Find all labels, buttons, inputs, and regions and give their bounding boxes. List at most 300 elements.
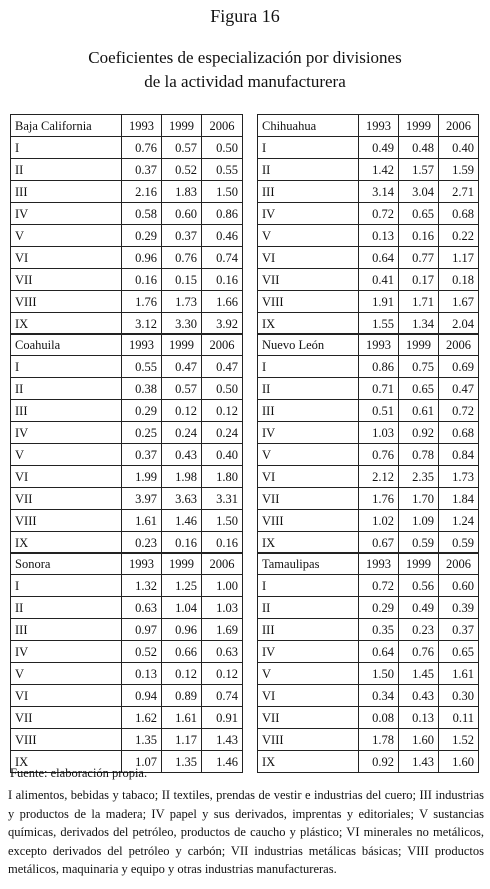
coefficient-cell: 1.50 (359, 663, 399, 685)
coefficient-cell: 0.17 (399, 269, 439, 291)
coefficient-cell: 0.34 (359, 685, 399, 707)
table-row (258, 313, 479, 335)
coefficient-cell: 0.77 (399, 247, 439, 269)
coefficient-cell: 0.37 (162, 225, 202, 247)
coefficient-cell: 0.57 (162, 378, 202, 400)
coefficient-cell: 2.35 (399, 466, 439, 488)
coefficient-cell: 0.47 (202, 356, 243, 378)
coefficient-cell: 1.78 (359, 729, 399, 751)
state-name: Nuevo León (258, 334, 359, 356)
table-row (258, 444, 479, 466)
coefficient-cell: 1.59 (439, 159, 479, 181)
coefficient-cell: 0.96 (162, 619, 202, 641)
division-label: I (258, 137, 359, 159)
coefficient-cell: 1.35 (122, 729, 162, 751)
division-label: VIII (11, 291, 122, 313)
coefficient-cell: 3.63 (162, 488, 202, 510)
division-label: VIII (258, 729, 359, 751)
division-label: VI (11, 685, 122, 707)
division-label: VII (11, 488, 122, 510)
division-label: VIII (11, 729, 122, 751)
coefficient-cell: 1.91 (359, 291, 399, 313)
coefficient-cell: 0.76 (399, 641, 439, 663)
coefficient-cell: 0.30 (439, 685, 479, 707)
coefficient-cell: 0.57 (162, 137, 202, 159)
state-name: Chihuahua (258, 115, 359, 137)
coefficient-cell: 0.50 (202, 137, 243, 159)
year-header: 1999 (399, 553, 439, 575)
year-header: 1993 (122, 115, 162, 137)
coefficient-cell: 2.04 (439, 313, 479, 335)
coefficient-cell: 0.25 (122, 422, 162, 444)
coefficient-cell: 0.55 (122, 356, 162, 378)
division-label: IV (11, 203, 122, 225)
table-row (11, 707, 243, 729)
coefficient-cell: 1.60 (439, 751, 479, 773)
coefficient-cell: 1.35 (162, 751, 202, 773)
table-row (258, 247, 479, 269)
year-header: 2006 (202, 115, 243, 137)
table-row (258, 751, 479, 773)
coefficient-cell: 0.37 (439, 619, 479, 641)
coefficient-cell: 0.16 (399, 225, 439, 247)
division-label: I (258, 356, 359, 378)
table-row (258, 575, 479, 597)
coefficient-cell: 0.86 (359, 356, 399, 378)
table-row (258, 729, 479, 751)
coefficient-cell: 0.60 (439, 575, 479, 597)
year-header: 2006 (202, 334, 243, 356)
division-label: I (11, 575, 122, 597)
coefficient-cell: 3.12 (122, 313, 162, 335)
year-header: 1999 (162, 334, 202, 356)
coefficient-cell: 3.31 (202, 488, 243, 510)
table-row (11, 663, 243, 685)
table-row (11, 575, 243, 597)
coefficient-cell: 0.89 (162, 685, 202, 707)
coefficient-cell: 0.37 (122, 444, 162, 466)
coefficient-cell: 0.84 (439, 444, 479, 466)
coefficient-cell: 1.73 (439, 466, 479, 488)
division-label: IV (11, 422, 122, 444)
coefficient-cell: 0.56 (399, 575, 439, 597)
coefficient-cell: 0.47 (439, 378, 479, 400)
division-label: I (11, 137, 122, 159)
division-label: V (258, 225, 359, 247)
division-notes: I alimentos, bebidas y tabaco; II textiles, prendas de vestir e industrias del cuero; III industrias y productos de la madera; IV papel y sus derivados, imprentas y editoriales; V sustancias químicas, derivados del petróleo, productos de caucho y plástico; VI minerales no metálicos, excepto derivados del petróleo y carbón; VII industrias metálicas básicas; VIII productos metálicos, maquinaria y equipo y otras industrias manufactureras. (8, 788, 484, 876)
coefficient-cell: 1.09 (399, 510, 439, 532)
year-header: 1999 (399, 334, 439, 356)
division-label: VII (258, 488, 359, 510)
coefficient-cell: 1.52 (439, 729, 479, 751)
division-label: V (258, 444, 359, 466)
year-header: 1993 (359, 115, 399, 137)
table-row (258, 707, 479, 729)
coefficient-cell: 0.12 (202, 663, 243, 685)
coefficient-cell: 0.18 (439, 269, 479, 291)
coefficient-cell: 0.65 (399, 203, 439, 225)
division-label: IX (258, 532, 359, 554)
table-row (11, 510, 243, 532)
table-coahuila (10, 333, 243, 554)
coefficient-cell: 0.13 (359, 225, 399, 247)
division-label: VI (11, 247, 122, 269)
coefficient-cell: 0.60 (162, 203, 202, 225)
table-row (258, 225, 479, 247)
table-row (11, 181, 243, 203)
table-row (258, 137, 479, 159)
coefficient-cell: 0.43 (162, 444, 202, 466)
coefficient-cell: 0.46 (202, 225, 243, 247)
table-row (11, 466, 243, 488)
coefficient-cell: 3.92 (202, 313, 243, 335)
coefficient-cell: 2.71 (439, 181, 479, 203)
coefficient-cell: 0.16 (202, 269, 243, 291)
coefficient-cell: 0.72 (359, 575, 399, 597)
table-row (258, 663, 479, 685)
table-row (11, 641, 243, 663)
table-row (258, 641, 479, 663)
coefficient-cell: 0.35 (359, 619, 399, 641)
table-row (11, 400, 243, 422)
year-header: 1999 (399, 115, 439, 137)
table-row (258, 685, 479, 707)
coefficient-cell: 0.92 (359, 751, 399, 773)
table-chihuahua (257, 114, 479, 335)
division-label: VII (258, 707, 359, 729)
table-row (11, 685, 243, 707)
division-label: VII (11, 707, 122, 729)
division-label: VI (11, 466, 122, 488)
coefficient-cell: 0.16 (122, 269, 162, 291)
coefficient-cell: 0.29 (359, 597, 399, 619)
coefficient-cell: 0.16 (162, 532, 202, 554)
coefficient-cell: 0.41 (359, 269, 399, 291)
coefficient-cell: 1.43 (202, 729, 243, 751)
coefficient-cell: 0.52 (122, 641, 162, 663)
coefficient-cell: 1.43 (399, 751, 439, 773)
division-label: III (258, 619, 359, 641)
coefficient-cell: 1.07 (122, 751, 162, 773)
year-header: 2006 (439, 115, 479, 137)
division-label: VI (258, 685, 359, 707)
division-label: III (11, 619, 122, 641)
coefficient-cell: 1.84 (439, 488, 479, 510)
table-row (11, 203, 243, 225)
coefficient-cell: 1.32 (122, 575, 162, 597)
coefficient-cell: 1.45 (399, 663, 439, 685)
division-label: IV (258, 203, 359, 225)
division-label: III (11, 181, 122, 203)
coefficient-cell: 3.14 (359, 181, 399, 203)
table-row (258, 269, 479, 291)
coefficient-cell: 1.62 (122, 707, 162, 729)
coefficient-cell: 0.29 (122, 400, 162, 422)
coefficient-cell: 0.55 (202, 159, 243, 181)
coefficient-cell: 1.71 (399, 291, 439, 313)
division-label: IV (11, 641, 122, 663)
division-label: IX (258, 313, 359, 335)
coefficient-cell: 0.66 (162, 641, 202, 663)
coefficient-cell: 0.12 (162, 663, 202, 685)
table-header-row (11, 334, 243, 356)
table-row (11, 291, 243, 313)
table-row (258, 203, 479, 225)
division-label: IV (258, 641, 359, 663)
coefficient-cell: 0.61 (399, 400, 439, 422)
state-name: Tamaulipas (258, 553, 359, 575)
division-label: IX (11, 532, 122, 554)
subtitle-line-2: de la actividad manufacturera (144, 72, 346, 91)
coefficient-cell: 1.17 (162, 729, 202, 751)
coefficient-cell: 1.03 (359, 422, 399, 444)
coefficient-cell: 2.16 (122, 181, 162, 203)
table-row (11, 137, 243, 159)
coefficient-cell: 0.63 (122, 597, 162, 619)
coefficient-cell: 0.59 (439, 532, 479, 554)
coefficient-cell: 0.49 (399, 597, 439, 619)
table-row (11, 247, 243, 269)
coefficient-cell: 0.38 (122, 378, 162, 400)
division-label: IX (11, 313, 122, 335)
table-row (258, 378, 479, 400)
table-header-row (11, 115, 243, 137)
subtitle-line-1: Coeficientes de especialización por divisiones (88, 48, 402, 67)
table-row (258, 291, 479, 313)
table-row (258, 597, 479, 619)
table-sonora (10, 552, 243, 773)
coefficient-cell: 0.50 (202, 378, 243, 400)
year-header: 1993 (122, 553, 162, 575)
table-row (11, 225, 243, 247)
table-row (258, 619, 479, 641)
division-label: VI (258, 466, 359, 488)
table-row (258, 510, 479, 532)
table-row (11, 597, 243, 619)
coefficient-cell: 0.13 (122, 663, 162, 685)
coefficient-cell: 0.74 (202, 685, 243, 707)
division-label: VII (258, 269, 359, 291)
coefficient-cell: 0.97 (122, 619, 162, 641)
coefficient-cell: 0.49 (359, 137, 399, 159)
state-name: Coahuila (11, 334, 122, 356)
coefficient-cell: 0.63 (202, 641, 243, 663)
coefficient-cell: 0.47 (162, 356, 202, 378)
coefficient-cell: 0.24 (202, 422, 243, 444)
coefficient-cell: 1.76 (359, 488, 399, 510)
coefficient-cell: 0.52 (162, 159, 202, 181)
coefficient-cell: 1.46 (162, 510, 202, 532)
coefficient-cell: 0.13 (399, 707, 439, 729)
table-row (258, 422, 479, 444)
table-row (11, 313, 243, 335)
coefficient-cell: 1.03 (202, 597, 243, 619)
division-label: I (11, 356, 122, 378)
coefficient-cell: 0.72 (359, 203, 399, 225)
table-row (11, 159, 243, 181)
coefficient-cell: 0.96 (122, 247, 162, 269)
coefficient-cell: 1.04 (162, 597, 202, 619)
coefficient-cell: 0.75 (399, 356, 439, 378)
coefficient-cell: 0.74 (202, 247, 243, 269)
table-row (11, 444, 243, 466)
coefficient-cell: 1.57 (399, 159, 439, 181)
coefficient-cell: 1.73 (162, 291, 202, 313)
coefficient-cell: 1.67 (439, 291, 479, 313)
table-header-row (258, 553, 479, 575)
coefficient-cell: 0.69 (439, 356, 479, 378)
coefficient-cell: 0.64 (359, 247, 399, 269)
coefficient-cell: 1.46 (202, 751, 243, 773)
division-label: VII (11, 269, 122, 291)
coefficient-cell: 1.60 (399, 729, 439, 751)
coefficient-cell: 0.24 (162, 422, 202, 444)
division-label: II (258, 597, 359, 619)
division-label: IX (11, 751, 122, 773)
coefficient-cell: 0.40 (202, 444, 243, 466)
table-header-row (258, 115, 479, 137)
coefficient-cell: 0.12 (162, 400, 202, 422)
division-label: I (258, 575, 359, 597)
table-nuevo-leon (257, 333, 479, 554)
division-label: V (11, 663, 122, 685)
table-row (11, 422, 243, 444)
coefficient-cell: 1.61 (122, 510, 162, 532)
coefficient-cell: 3.04 (399, 181, 439, 203)
division-label: VIII (11, 510, 122, 532)
division-label: II (11, 159, 122, 181)
coefficient-cell: 1.70 (399, 488, 439, 510)
state-name: Sonora (11, 553, 122, 575)
division-label: VI (258, 247, 359, 269)
coefficient-cell: 1.61 (162, 707, 202, 729)
coefficient-cell: 0.68 (439, 422, 479, 444)
table-baja-california (10, 114, 243, 335)
division-label: IX (258, 751, 359, 773)
table-row (11, 356, 243, 378)
table-row (258, 532, 479, 554)
coefficient-cell: 1.24 (439, 510, 479, 532)
coefficient-cell: 0.76 (122, 137, 162, 159)
division-label: VIII (258, 291, 359, 313)
division-label: II (11, 597, 122, 619)
division-label: II (11, 378, 122, 400)
table-row (11, 269, 243, 291)
coefficient-cell: 0.67 (359, 532, 399, 554)
division-label: III (258, 400, 359, 422)
coefficient-cell: 1.99 (122, 466, 162, 488)
coefficient-cell: 1.25 (162, 575, 202, 597)
table-tamaulipas (257, 552, 479, 773)
coefficient-cell: 1.02 (359, 510, 399, 532)
coefficient-cell: 1.80 (202, 466, 243, 488)
table-row (11, 619, 243, 641)
table-header-row (258, 334, 479, 356)
coefficient-cell: 3.30 (162, 313, 202, 335)
year-header: 1999 (162, 115, 202, 137)
coefficient-cell: 0.22 (439, 225, 479, 247)
coefficient-cell: 0.76 (359, 444, 399, 466)
year-header: 2006 (439, 553, 479, 575)
coefficient-cell: 0.43 (399, 685, 439, 707)
coefficient-cell: 1.66 (202, 291, 243, 313)
table-row (258, 159, 479, 181)
year-header: 2006 (439, 334, 479, 356)
coefficient-cell: 0.16 (202, 532, 243, 554)
table-row (258, 400, 479, 422)
coefficient-cell: 0.08 (359, 707, 399, 729)
coefficient-cell: 1.61 (439, 663, 479, 685)
coefficient-cell: 0.91 (202, 707, 243, 729)
table-row (11, 532, 243, 554)
coefficient-cell: 1.42 (359, 159, 399, 181)
year-header: 2006 (202, 553, 243, 575)
coefficient-cell: 0.78 (399, 444, 439, 466)
table-row (258, 488, 479, 510)
year-header: 1993 (359, 334, 399, 356)
division-label: II (258, 159, 359, 181)
year-header: 1993 (122, 334, 162, 356)
year-header: 1999 (162, 553, 202, 575)
coefficient-cell: 1.50 (202, 510, 243, 532)
table-row (11, 378, 243, 400)
coefficient-cell: 0.37 (122, 159, 162, 181)
coefficient-cell: 0.59 (399, 532, 439, 554)
division-label: II (258, 378, 359, 400)
coefficient-cell: 0.23 (122, 532, 162, 554)
division-label: III (11, 400, 122, 422)
division-label: V (258, 663, 359, 685)
coefficient-cell: 0.65 (399, 378, 439, 400)
coefficient-cell: 1.55 (359, 313, 399, 335)
coefficient-cell: 1.76 (122, 291, 162, 313)
coefficient-cell: 0.76 (162, 247, 202, 269)
coefficient-cell: 0.94 (122, 685, 162, 707)
table-row (258, 181, 479, 203)
coefficient-cell: 1.00 (202, 575, 243, 597)
coefficient-cell: 1.17 (439, 247, 479, 269)
year-header: 1993 (359, 553, 399, 575)
table-row (11, 488, 243, 510)
coefficient-cell: 0.23 (399, 619, 439, 641)
coefficient-cell: 0.29 (122, 225, 162, 247)
division-label: VIII (258, 510, 359, 532)
division-label: III (258, 181, 359, 203)
coefficient-cell: 0.12 (202, 400, 243, 422)
coefficient-cell: 2.12 (359, 466, 399, 488)
coefficient-cell: 1.69 (202, 619, 243, 641)
coefficient-cell: 0.92 (399, 422, 439, 444)
source-note: Fuente: elaboración propia. (10, 766, 148, 780)
coefficient-cell: 0.11 (439, 707, 479, 729)
state-name: Baja California (11, 115, 122, 137)
coefficient-cell: 0.39 (439, 597, 479, 619)
coefficient-cell: 0.68 (439, 203, 479, 225)
division-label: IV (258, 422, 359, 444)
coefficient-cell: 0.65 (439, 641, 479, 663)
coefficient-cell: 0.64 (359, 641, 399, 663)
coefficient-cell: 0.86 (202, 203, 243, 225)
table-row (258, 466, 479, 488)
coefficient-cell: 1.98 (162, 466, 202, 488)
table-row (11, 729, 243, 751)
coefficient-cell: 0.15 (162, 269, 202, 291)
division-label: V (11, 444, 122, 466)
coefficient-cell: 1.50 (202, 181, 243, 203)
coefficient-cell: 0.51 (359, 400, 399, 422)
figure-subtitle (0, 46, 490, 94)
coefficient-cell: 0.71 (359, 378, 399, 400)
